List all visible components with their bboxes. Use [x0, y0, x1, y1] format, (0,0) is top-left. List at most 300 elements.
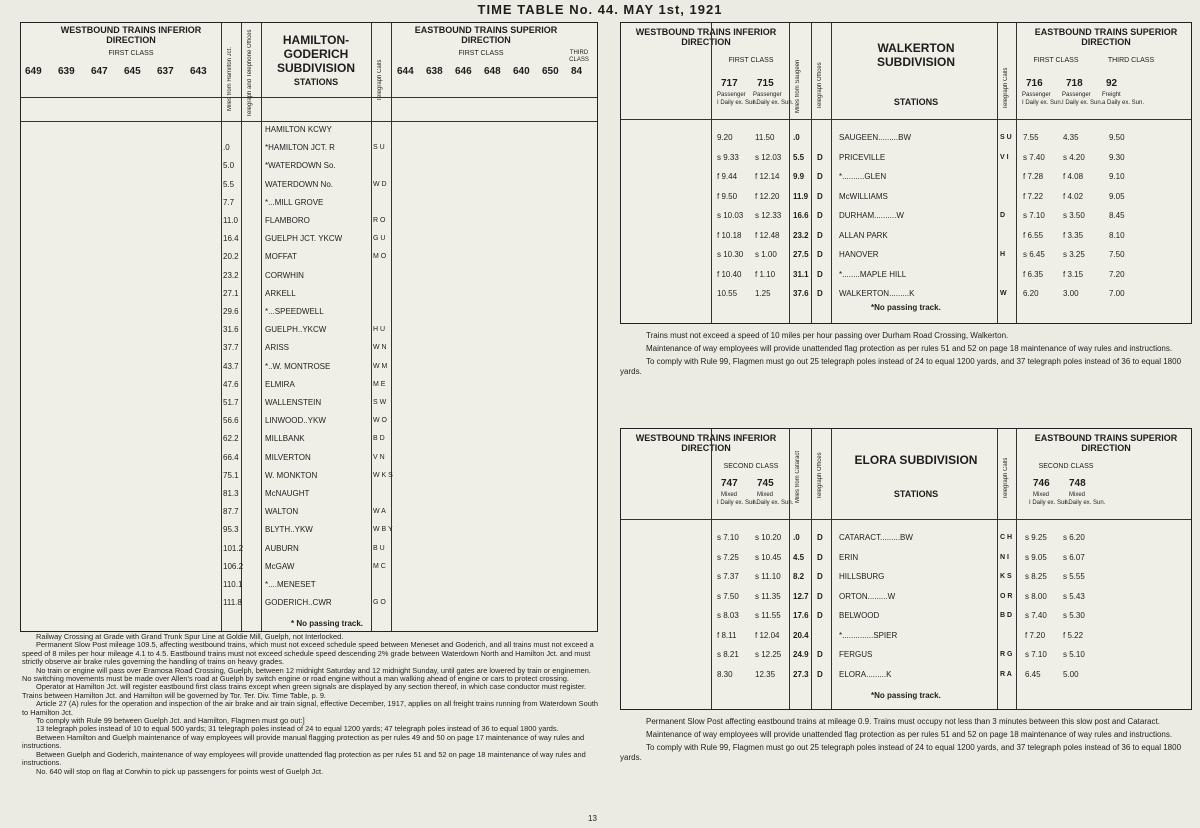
- walkerton-cell: 8.10: [1109, 230, 1125, 240]
- walkerton-miles: 5.5: [793, 152, 805, 162]
- elora-office: D: [817, 591, 823, 601]
- elora-note: To comply with Rule 99, Flagmen must go out 25 telegraph poles instead of 24 to equal 1200 yards, and 37 telegraph poles instead of 36 to equal 1800 yards.: [620, 743, 1182, 762]
- elora-cell: 12.35: [755, 669, 776, 679]
- walkerton-call: S U: [1000, 134, 1012, 141]
- walkerton-cell: f 10.40: [717, 269, 742, 279]
- elora-cell: s 11.35: [755, 591, 781, 601]
- station-name: WATERDOWN No.: [265, 179, 333, 189]
- station-miles: 29.6: [223, 307, 239, 316]
- walkerton-miles: .0: [793, 133, 800, 142]
- walkerton-east-header: EASTBOUND TRAINS SUPERIOR DIRECTION: [1034, 27, 1178, 47]
- hamilton-east-train-no: 648: [484, 66, 501, 77]
- elora-miles: 27.3: [793, 669, 809, 679]
- walkerton-office: D: [817, 230, 823, 240]
- station-name: MOFFAT: [265, 252, 297, 262]
- station-call: S U: [373, 144, 385, 152]
- station-miles: 56.6: [223, 416, 239, 426]
- hamilton-note: No. 640 will stop on flag at Corwhin to pick up passengers for points west of Guelph Jct.: [36, 766, 324, 776]
- elora-station: BELWOOD: [839, 611, 880, 620]
- elora-west-class: SECOND CLASS: [723, 463, 779, 470]
- elora-cell: s 8.00: [1025, 591, 1047, 601]
- station-name: LINWOOD..YKW: [265, 416, 326, 426]
- station-miles: 66.4: [223, 452, 239, 462]
- elora-miles-label: Miles from Cataract: [795, 450, 801, 503]
- hamilton-note: Operator at Hamilton Jct. will register eastbound first class trains except when green signals are displayed by any section thereof, in which case conductor must register. Trains between Hamilton Jct. and Hamilton will be governed by Tor. Ter. Div. Time Table, p. 9.: [22, 682, 587, 700]
- walkerton-office: D: [817, 269, 823, 279]
- walkerton-east-class: FIRST CLASS: [1033, 57, 1079, 64]
- elora-office: D: [817, 650, 823, 659]
- walkerton-east-train-no: 718: [1066, 78, 1083, 89]
- elora-station: ORTON.........W: [839, 591, 896, 601]
- elora-cell: s 5.43: [1063, 591, 1085, 601]
- station-name: HAMILTON KCWY: [265, 125, 332, 134]
- elora-cell: s 7.37: [717, 572, 739, 581]
- elora-calls-label: Telegraph Calls: [1003, 457, 1009, 499]
- elora-cell: s 6.07: [1063, 552, 1085, 562]
- station-call: H U: [373, 326, 386, 334]
- elora-cell: 8.30: [717, 669, 733, 679]
- elora-cell: s 10.45: [755, 552, 782, 562]
- hamilton-west-train-no: 645: [124, 66, 141, 77]
- elora-cell: s 5.55: [1063, 572, 1085, 581]
- elora-stations-label: STATIONS: [893, 489, 939, 499]
- station-call: W B Y: [373, 526, 393, 534]
- walkerton-note: Trains must not exceed a speed of 10 miles per hour passing over Durham Road Crossing, Walkerton.: [646, 331, 1009, 340]
- station-call: B D: [373, 435, 385, 443]
- walkerton-cell: f 12.14: [755, 172, 780, 181]
- walkerton-cell: s 6.45: [1023, 250, 1045, 259]
- station-name: *...SPEEDWELL: [265, 307, 324, 316]
- walkerton-station: HANOVER: [839, 250, 879, 259]
- elora-miles: 8.2: [793, 572, 805, 581]
- elora-call: R A: [1000, 670, 1012, 678]
- elora-miles: 24.9: [793, 650, 809, 659]
- hamilton-west-train-no: 643: [190, 66, 207, 77]
- walkerton-west-train-kind: Passenger: [717, 92, 746, 98]
- elora-office: D: [817, 611, 823, 620]
- walkerton-cell: f 7.28: [1023, 172, 1044, 181]
- page-title: TIME TABLE No. 44. MAY 1st, 1921: [477, 2, 723, 17]
- station-miles: 75.1: [223, 470, 239, 480]
- walkerton-cell: f 6.55: [1023, 230, 1044, 240]
- hamilton-note: Railway Crossing at Grade with Grand Trunk Spur Line at Goldie Mill, Guelph, not Interlocked.: [36, 632, 344, 641]
- walkerton-cell: s 10.30: [717, 250, 744, 259]
- elora-cell: s 8.21: [717, 650, 739, 659]
- elora-east-train-kind: Mixed: [1033, 492, 1050, 498]
- station-name: *WATERDOWN So.: [265, 161, 336, 171]
- elora-call: O R: [1000, 592, 1013, 600]
- walkerton-cell: s 3.25: [1063, 250, 1085, 259]
- walkerton-miles: 9.9: [793, 172, 805, 181]
- walkerton-cell: 9.05: [1109, 191, 1125, 201]
- station-name: WALLENSTEIN: [265, 398, 322, 407]
- station-name: *..W. MONTROSE: [265, 361, 331, 371]
- station-miles: 51.7: [223, 398, 239, 407]
- elora-telegraph-label: Telegraph Offices: [817, 452, 823, 499]
- elora-cell: s 7.40: [1025, 611, 1047, 620]
- station-name: ARKELL: [265, 288, 296, 298]
- elora-station: CATARACT.........BW: [839, 533, 913, 542]
- hamilton-west-header: WESTBOUND TRAINS INFERIOR DIRECTION: [60, 25, 202, 45]
- walkerton-cell: 11.50: [755, 133, 775, 142]
- station-name: W. MONKTON: [265, 470, 318, 480]
- walkerton-west-header: WESTBOUND TRAINS INFERIOR DIRECTION: [635, 27, 777, 47]
- hamilton-calls-label: Telegraph Calls: [377, 59, 383, 101]
- walkerton-office: D: [817, 250, 823, 259]
- walkerton-station: McWILLIAMS: [839, 191, 888, 201]
- station-name: GODERICH..CWR: [265, 598, 332, 608]
- walkerton-cell: s 4.20: [1063, 152, 1085, 162]
- walkerton-third-class: THIRD CLASS: [1107, 57, 1155, 64]
- hamilton-east-train-no: 646: [455, 66, 472, 77]
- hamilton-east-train-no: 84: [571, 66, 583, 77]
- station-call: W D: [373, 180, 387, 188]
- hamilton-east-train-no: 644: [397, 66, 414, 77]
- walkerton-miles: 31.1: [793, 269, 809, 279]
- walkerton-miles: 23.2: [793, 230, 809, 240]
- hamilton-west-train-no: 639: [58, 66, 75, 77]
- walkerton-office: D: [817, 172, 823, 181]
- elora-miles: 20.4: [793, 630, 809, 640]
- elora-office: D: [817, 533, 823, 542]
- elora-cell: 5.00: [1063, 669, 1079, 679]
- walkerton-east-train-kind: Passenger: [1062, 92, 1091, 98]
- walkerton-east-train-days: I Daily ex. Sun.: [1062, 100, 1103, 106]
- walkerton-station: *........MAPLE HILL: [839, 269, 907, 279]
- elora-station: ELORA.........K: [839, 669, 892, 679]
- hamilton-west-train-no: 637: [157, 66, 174, 77]
- elora-no-passing: *No passing track.: [871, 691, 941, 700]
- walkerton-east-train-days: I Daily ex. Sun.: [1022, 100, 1063, 106]
- walkerton-call: H: [1000, 251, 1006, 258]
- hamilton-west-class: FIRST CLASS: [108, 50, 154, 57]
- station-miles: 110.1: [223, 580, 243, 589]
- walkerton-station: *..........GLEN: [839, 172, 887, 181]
- walkerton-panel: [620, 22, 1192, 324]
- station-miles: 62.2: [223, 434, 239, 444]
- elora-cell: s 8.25: [1025, 572, 1047, 581]
- walkerton-no-passing: *No passing track.: [871, 303, 941, 312]
- elora-cell: f 5.22: [1063, 630, 1084, 640]
- station-miles: 16.4: [223, 234, 239, 244]
- elora-cell: f 8.11: [717, 630, 737, 640]
- station-miles: 5.0: [223, 161, 235, 171]
- hamilton-miles-label: Miles from Hamilton Jct.: [227, 46, 233, 111]
- elora-call: N I: [1000, 553, 1009, 561]
- hamilton-third-class: THIRD CLASS: [569, 50, 589, 63]
- walkerton-cell: f 12.20: [755, 191, 780, 201]
- walkerton-cell: f 3.15: [1063, 269, 1084, 279]
- walkerton-cell: 9.30: [1109, 152, 1125, 162]
- walkerton-cell: f 4.02: [1063, 191, 1084, 201]
- walkerton-cell: f 9.44: [717, 172, 738, 181]
- elora-call: K S: [1000, 573, 1012, 580]
- hamilton-note: Article 27 (A) rules for the operation and inspection of the air brake and air train signal, effective December, 1917, applies on all freight trains running from Waterdown South to Hamilton Jct.: [22, 699, 598, 717]
- station-name: CORWHIN: [265, 270, 304, 280]
- station-call: V N: [373, 453, 385, 461]
- walkerton-call: D: [1000, 212, 1006, 219]
- walkerton-cell: s 7.10: [1023, 211, 1045, 220]
- station-name: FLAMBORO: [265, 216, 310, 225]
- walkerton-cell: f 6.35: [1023, 269, 1044, 279]
- elora-cell: s 5.30: [1063, 611, 1085, 620]
- walkerton-station: SAUGEEN.........BW: [839, 133, 912, 142]
- elora-west-train-kind: Mixed: [721, 492, 738, 498]
- elora-east-train-no: 748: [1069, 478, 1086, 489]
- elora-miles: 17.6: [793, 611, 809, 620]
- station-name: WALTON: [265, 507, 299, 517]
- station-call: W O: [373, 417, 387, 425]
- walkerton-west-train-kind: Passenger: [753, 92, 782, 98]
- walkerton-cell: s 10.03: [717, 211, 744, 220]
- station-miles: 5.5: [223, 179, 235, 189]
- elora-station: HILLSBURG: [839, 572, 885, 581]
- station-call: W A: [373, 508, 386, 516]
- station-name: McNAUGHT: [265, 489, 310, 498]
- hamilton-stations-label: STATIONS: [293, 77, 339, 87]
- station-name: GUELPH JCT. YKCW: [265, 234, 343, 244]
- walkerton-note: To comply with Rule 99, Flagmen must go out 25 telegraph poles instead of 24 to equal 1200 yards, and 37 telegraph poles instead of 36 to equal 1800 yards.: [620, 357, 1182, 376]
- station-call: G O: [373, 599, 386, 607]
- walkerton-cell: f 1.10: [755, 269, 776, 279]
- walkerton-west-train-days: I Daily ex. Sun.: [717, 100, 758, 106]
- elora-note: Permanent Slow Post affecting eastbound trains at mileage 0.9. Trains must occupy not less than 3 minutes between this slow post and Cataract.: [646, 717, 1160, 726]
- station-call: S W: [373, 399, 387, 406]
- elora-cell: s 10.20: [755, 533, 782, 542]
- walkerton-cell: 3.00: [1063, 289, 1079, 298]
- hamilton-east-header: EASTBOUND TRAINS SUPERIOR DIRECTION: [414, 25, 558, 45]
- walkerton-west-train-no: 717: [721, 78, 738, 89]
- walkerton-calls-label: Telegraph Calls: [1003, 67, 1009, 109]
- station-call: B U: [373, 544, 385, 552]
- elora-west-train-days: I Daily ex. Sun.: [753, 500, 794, 506]
- elora-cell: s 6.20: [1063, 533, 1085, 542]
- station-miles: 31.6: [223, 325, 239, 335]
- station-call: M C: [373, 562, 386, 570]
- walkerton-cell: f 9.50: [717, 191, 738, 201]
- walkerton-east-train-kind: Passenger: [1022, 92, 1051, 98]
- station-name: GUELPH..YKCW: [265, 325, 327, 335]
- walkerton-cell: 7.20: [1109, 269, 1125, 279]
- station-name: ELMIRA: [265, 379, 295, 389]
- elora-cell: s 7.50: [717, 591, 739, 601]
- elora-call: C H: [1000, 534, 1013, 541]
- elora-cell: s 11.10: [755, 572, 781, 581]
- elora-cell: f 7.20: [1025, 630, 1046, 640]
- walkerton-notes: [620, 328, 1192, 377]
- walkerton-stations-label: STATIONS: [893, 97, 939, 107]
- station-call: W M: [373, 362, 388, 370]
- station-miles: 20.2: [223, 252, 239, 262]
- elora-cell: s 5.10: [1063, 650, 1085, 659]
- elora-cell: s 9.25: [1025, 533, 1047, 542]
- elora-east-train-kind: Mixed: [1069, 492, 1086, 498]
- elora-subdivision-name: ELORA SUBDIVISION: [854, 453, 978, 467]
- hamilton-note: Between Guelph and Goderich, maintenance of way employees will provide unattended flag protection as per rules 51 and 52 on page 18 maintenance of way rules and instructions.: [22, 749, 586, 768]
- walkerton-west-train-days: I Daily ex. Sun.: [753, 100, 794, 106]
- walkerton-cell: 7.55: [1023, 133, 1039, 142]
- walkerton-cell: 10.55: [717, 289, 738, 298]
- elora-office: D: [817, 669, 823, 679]
- elora-east-class: SECOND CLASS: [1038, 463, 1094, 470]
- walkerton-cell: s 1.00: [755, 250, 777, 259]
- station-miles: 106.2: [223, 561, 244, 571]
- walkerton-miles: 37.6: [793, 289, 809, 298]
- walkerton-cell: f 3.35: [1063, 230, 1084, 240]
- station-name: ARISS: [265, 343, 290, 353]
- walkerton-station: WALKERTON.........K: [839, 289, 915, 298]
- elora-panel: [620, 428, 1192, 710]
- walkerton-cell: 9.20: [717, 133, 733, 142]
- walkerton-office: D: [817, 289, 823, 298]
- hamilton-note: 13 telegraph poles instead of 10 to equal 500 yards; 31 telegraph poles instead of 24 to equal 1200 yards; 47 telegraph poles instead of 36 to equal 1800 yards.: [36, 724, 559, 734]
- walkerton-call: V I: [1000, 153, 1009, 161]
- station-miles: .0: [223, 143, 230, 153]
- walkerton-cell: s 7.40: [1023, 152, 1045, 162]
- walkerton-east-train-no: 716: [1026, 78, 1043, 89]
- elora-cell: s 12.25: [755, 650, 782, 659]
- elora-cell: s 7.10: [1025, 650, 1047, 659]
- hamilton-east-train-no: 638: [426, 66, 443, 77]
- walkerton-west-class: FIRST CLASS: [728, 57, 774, 64]
- station-name: *...MILL GROVE: [265, 197, 324, 207]
- elora-cell: 6.45: [1025, 669, 1041, 679]
- station-miles: 47.6: [223, 379, 239, 389]
- station-miles: 43.7: [223, 361, 239, 371]
- walkerton-cell: 7.00: [1109, 289, 1125, 298]
- elora-west-header: WESTBOUND TRAINS INFERIOR DIRECTION: [635, 433, 777, 453]
- elora-miles: 4.5: [793, 552, 805, 562]
- elora-miles: .0: [793, 533, 800, 542]
- elora-notes: [620, 714, 1192, 763]
- walkerton-cell: s 12.03: [755, 152, 782, 162]
- elora-east-train-no: 746: [1033, 478, 1050, 489]
- hamilton-east-class: FIRST CLASS: [458, 50, 504, 57]
- elora-west-train-no: 747: [721, 478, 738, 489]
- elora-call: R G: [1000, 651, 1013, 658]
- walkerton-telegraph-label: Telegraph Offices: [817, 62, 823, 109]
- elora-office: D: [817, 572, 823, 581]
- elora-station: *..............SPIER: [839, 630, 898, 640]
- walkerton-east-train-no: 92: [1106, 78, 1118, 89]
- walkerton-east-train-days: a Daily ex. Sun.: [1102, 100, 1145, 106]
- walkerton-cell: 8.45: [1109, 211, 1125, 220]
- station-name: McGAW: [265, 561, 295, 571]
- elora-cell: s 7.10: [717, 533, 739, 542]
- walkerton-cell: 4.35: [1063, 133, 1079, 142]
- elora-cell: s 11.55: [755, 611, 781, 620]
- station-name: *HAMILTON JCT. R: [265, 143, 335, 153]
- walkerton-miles: 27.5: [793, 250, 809, 259]
- walkerton-west-train-no: 715: [757, 78, 774, 89]
- walkerton-cell: f 7.22: [1023, 191, 1044, 201]
- walkerton-office: D: [817, 211, 823, 220]
- walkerton-cell: 9.50: [1109, 133, 1125, 142]
- hamilton-note: Between Hamilton and Guelph maintenance of way employees will provide manual flagging protection as per rules 49 and 50 on page 17 maintenance of way rules and instructions.: [22, 732, 585, 751]
- hamilton-east-train-no: 640: [513, 66, 530, 77]
- elora-cell: s 8.03: [717, 611, 739, 620]
- walkerton-cell: s 3.50: [1063, 211, 1085, 220]
- walkerton-east-train-kind: Freight: [1102, 92, 1121, 98]
- station-name: AUBURN: [265, 543, 299, 553]
- elora-call: B D: [1000, 612, 1013, 619]
- walkerton-office: D: [817, 191, 823, 201]
- elora-note: Maintenance of way employees will provide unattended flag protection as per rules 51 and 52 on page 18 maintenance of way rules and instructions.: [646, 730, 1173, 739]
- walkerton-office: D: [817, 152, 823, 162]
- elora-cell: s 7.25: [717, 552, 739, 562]
- hamilton-subdivision-name: HAMILTON-GODERICH SUBDIVISION: [276, 33, 355, 75]
- elora-station: ERIN: [839, 552, 859, 562]
- walkerton-cell: 7.50: [1109, 250, 1125, 259]
- walkerton-cell: f 10.18: [717, 230, 742, 240]
- elora-west-train-days: I Daily ex. Sun.: [717, 500, 758, 506]
- walkerton-cell: s 9.33: [717, 152, 739, 162]
- station-miles: 95.3: [223, 525, 239, 535]
- walkerton-cell: 1.25: [755, 289, 771, 298]
- hamilton-note: No train or engine will pass over Eramosa Road Crossing, Guelph, between 12 midnight Saturday and 12 midnight Sunday, until gates are lowered by train or enginemen. No switching movements must be made over Allen's road at Guelph by switch engine or road engine without a man walking ahead of engine or cars to protect crossing.: [22, 665, 591, 684]
- hamilton-telegraph-label: Telegraph and Telephone Offices: [247, 29, 253, 117]
- station-name: *....MENESET: [265, 580, 316, 589]
- hamilton-goderich-panel: [20, 22, 598, 632]
- station-miles: 27.1: [223, 288, 239, 298]
- station-call: W K S: [373, 471, 393, 479]
- station-miles: 7.7: [223, 197, 235, 207]
- walkerton-cell: s 12.33: [755, 211, 782, 220]
- elora-east-header: EASTBOUND TRAINS SUPERIOR DIRECTION: [1034, 433, 1178, 453]
- elora-cell: f 12.04: [755, 630, 780, 640]
- elora-cell: s 9.05: [1025, 552, 1047, 562]
- walkerton-call: W: [1000, 290, 1007, 297]
- hamilton-east-train-no: 650: [542, 66, 559, 77]
- elora-miles: 12.7: [793, 591, 809, 601]
- hamilton-no-passing: * No passing track.: [291, 619, 364, 628]
- walkerton-station: DURHAM..........W: [839, 211, 904, 220]
- station-miles: 81.3: [223, 489, 239, 498]
- elora-east-train-days: I Daily ex. Sun.: [1029, 500, 1070, 506]
- station-miles: 23.2: [223, 270, 239, 280]
- walkerton-note: Maintenance of way employees will provide unattended flag protection as per rules 51 and 52 on page 18 maintenance of way rules and instructions.: [646, 344, 1173, 353]
- station-call: M E: [373, 380, 386, 388]
- walkerton-station: PRICEVILLE: [839, 152, 886, 162]
- walkerton-station: ALLAN PARK: [839, 230, 888, 240]
- hamilton-note: Permanent Slow Post mileage 109.5, affecting westbound trains, which must not exceed schedule speed between Meneset and Goderich, and all trains must not exceed a speed of 8 miles per hour mileage 4.1 to 4.5. Eastbound trains must not exceed schedule speed descending 2% grade between Waterdown North and Hamilton Jct. and must strictly observe air brake rules governing the handling of trains on heavy grades.: [22, 640, 594, 667]
- station-call: R O: [373, 217, 386, 224]
- station-miles: 37.7: [223, 343, 239, 353]
- elora-east-train-days: I Daily ex. Sun.: [1065, 500, 1106, 506]
- station-miles: 111.8: [223, 598, 242, 608]
- hamilton-note: To comply with Rule 99 between Guelph Jct. and Hamilton, Flagmen must go out:]: [36, 716, 305, 726]
- hamilton-west-train-no: 647: [91, 66, 108, 77]
- elora-office: D: [817, 552, 823, 562]
- station-name: BLYTH..YKW: [265, 525, 313, 535]
- station-name: MILLBANK: [265, 434, 305, 444]
- station-name: MILVERTON: [265, 452, 311, 462]
- elora-west-train-kind: Mixed: [757, 492, 774, 498]
- station-miles: 87.7: [223, 507, 239, 517]
- elora-station: FERGUS: [839, 650, 873, 659]
- hamilton-west-train-no: 649: [25, 66, 42, 77]
- station-call: W N: [373, 344, 387, 352]
- walkerton-cell: f 12.48: [755, 230, 780, 240]
- walkerton-miles: 11.9: [793, 191, 809, 201]
- walkerton-miles-label: Miles from Saugeen: [795, 59, 801, 113]
- station-call: M O: [373, 253, 387, 261]
- station-miles: 11.0: [223, 216, 238, 225]
- walkerton-miles: 16.6: [793, 211, 809, 220]
- walkerton-cell: 9.10: [1109, 172, 1125, 181]
- walkerton-subdivision-name: WALKERTON SUBDIVISION: [876, 41, 955, 69]
- station-call: G U: [373, 235, 386, 243]
